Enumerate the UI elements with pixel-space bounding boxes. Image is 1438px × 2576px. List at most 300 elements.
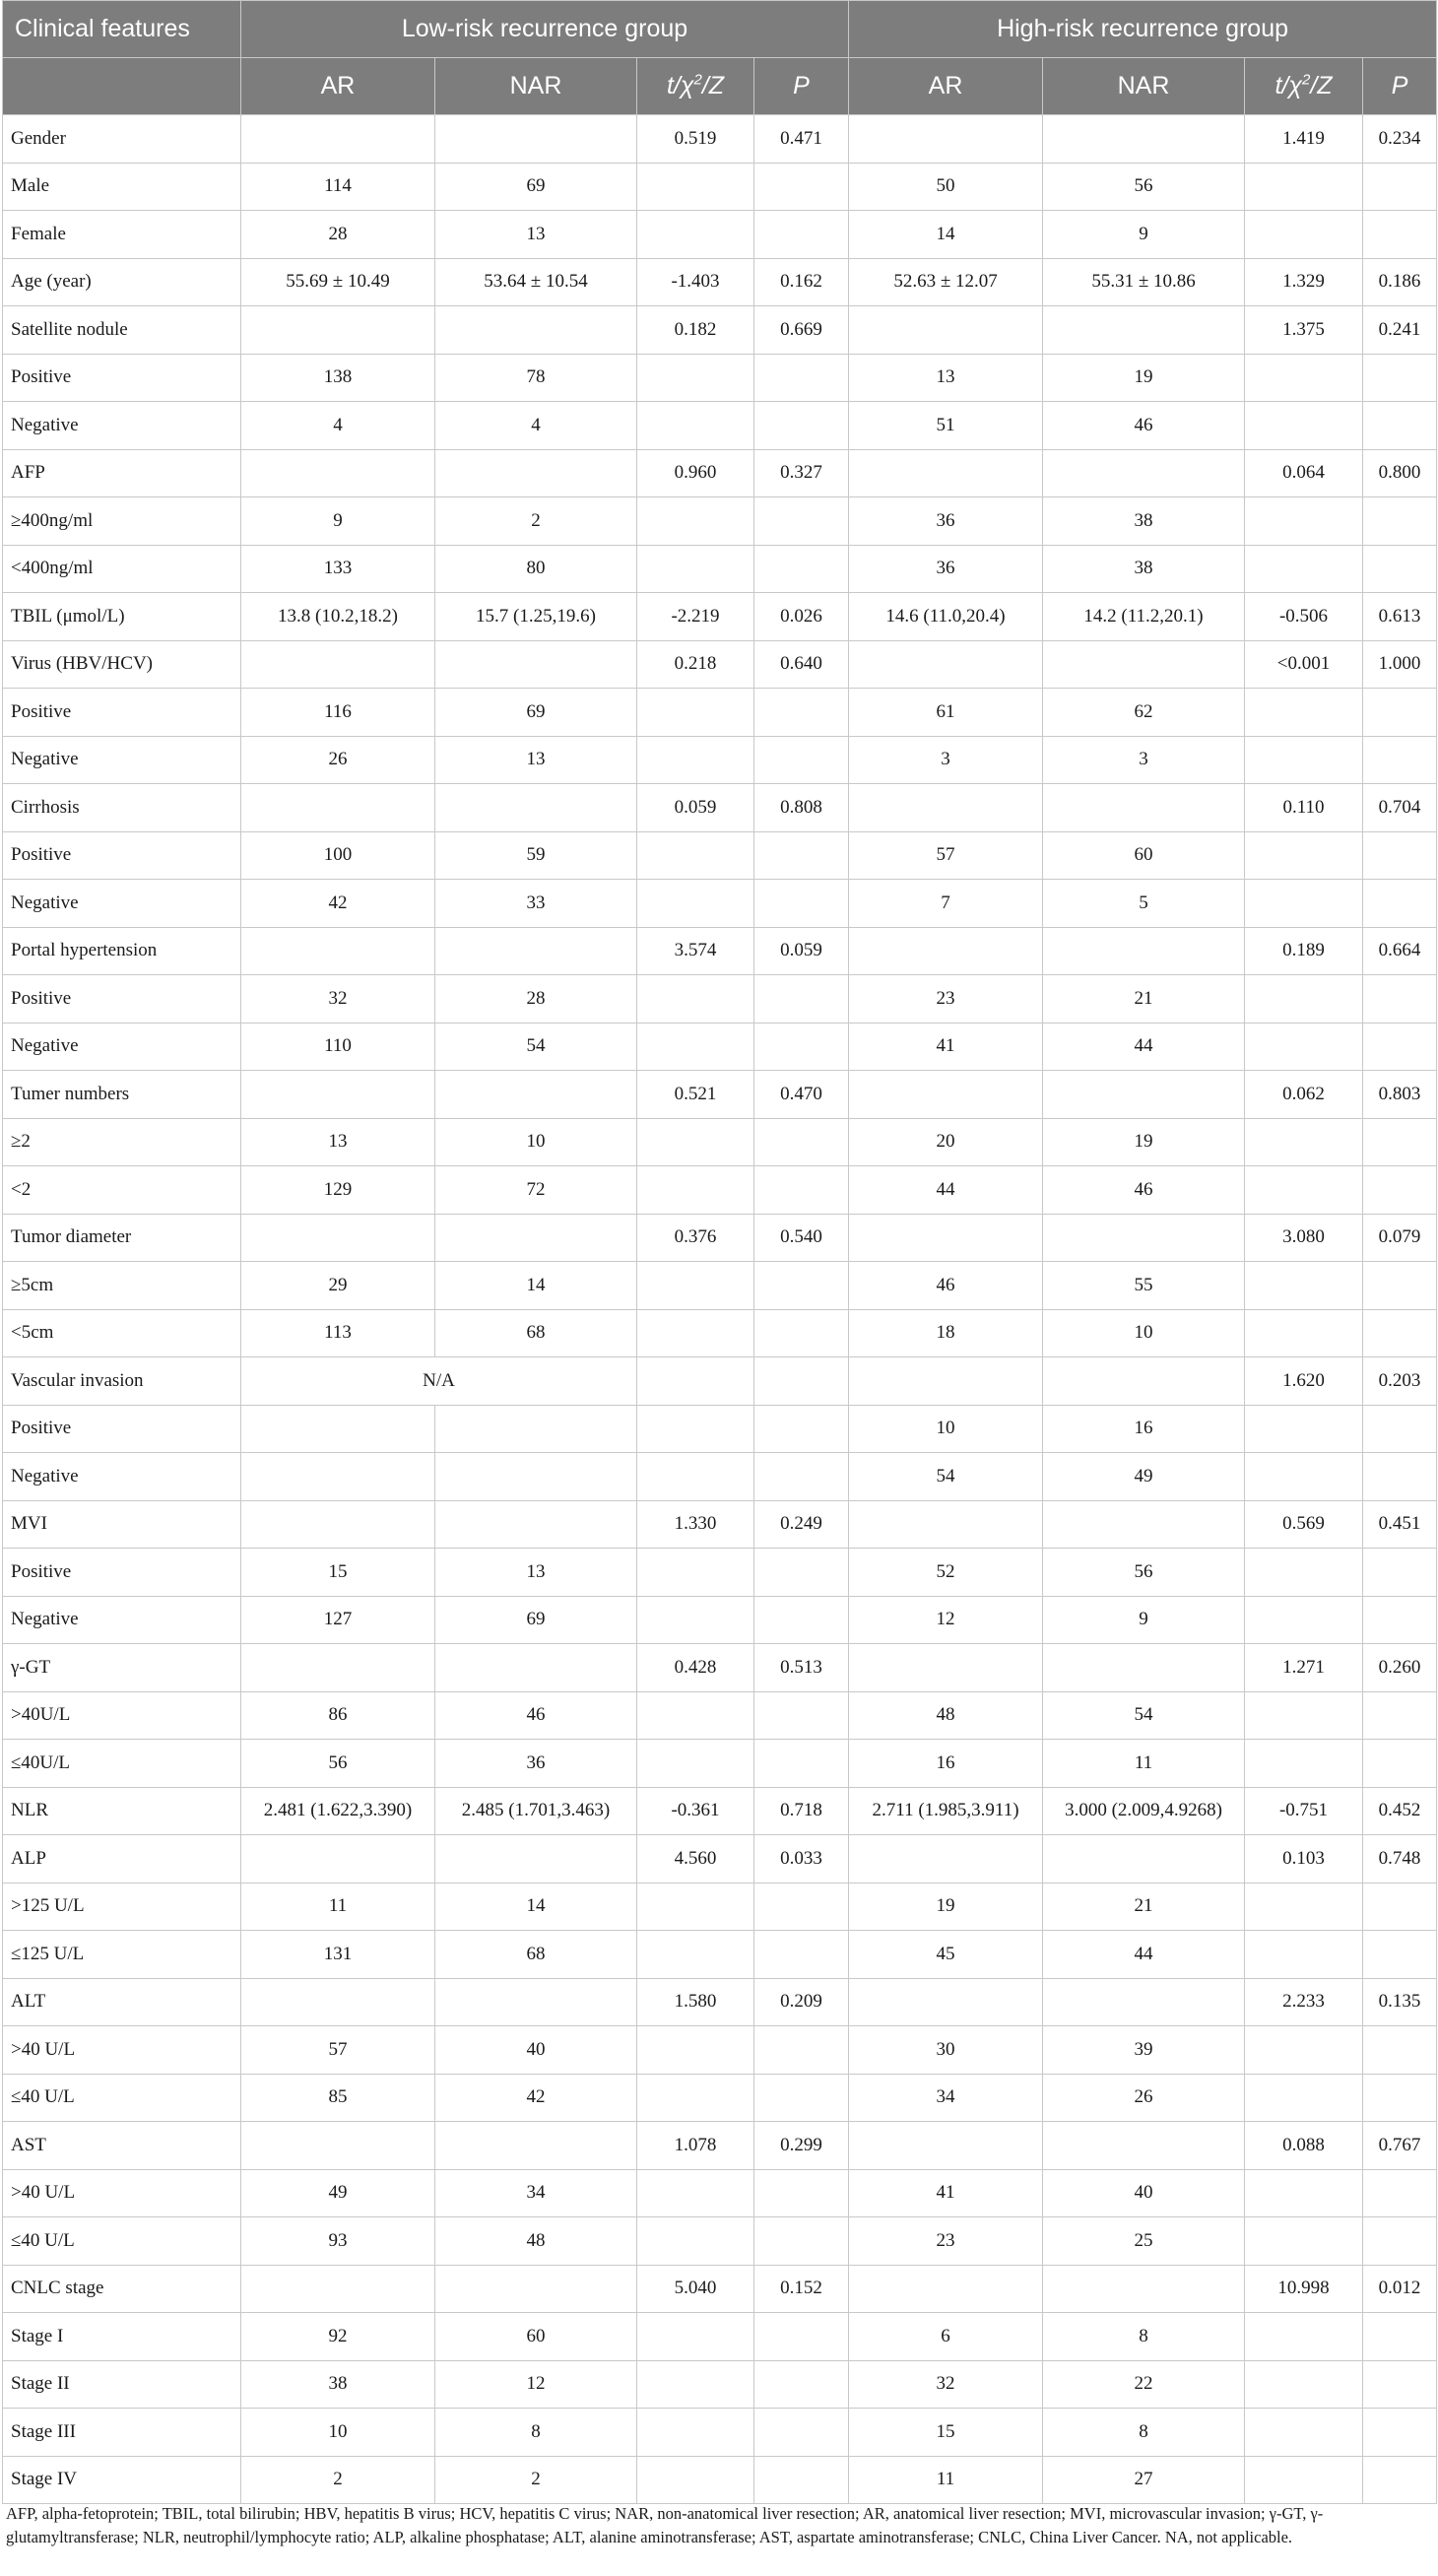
cell-high-p: [1363, 163, 1437, 211]
cell-high-nar: 27: [1043, 2456, 1245, 2504]
cell-low-p: [754, 1309, 849, 1357]
cell-high-p: 0.451: [1363, 1500, 1437, 1549]
table-row: [3, 1071, 1437, 1119]
header-low-stat: [637, 58, 754, 115]
cell-low-p: 0.470: [754, 1071, 849, 1119]
table-row: [3, 402, 1437, 450]
cell-high-p: [1363, 2217, 1437, 2266]
cell-high-ar: 50: [849, 163, 1043, 211]
cell-low-ar: 26: [241, 736, 435, 784]
cell-low-stat: [637, 1166, 754, 1215]
not-applicable-cell: N/A: [241, 1357, 637, 1406]
cell-low-stat: [637, 497, 754, 546]
cell-high-nar: [1043, 1071, 1245, 1119]
cell-low-p: [754, 1357, 849, 1406]
feature-label: Negative: [3, 736, 241, 784]
cell-high-ar: 15: [849, 2409, 1043, 2457]
cell-low-stat: [637, 1931, 754, 1979]
cell-low-nar: [435, 115, 637, 164]
cell-high-p: [1363, 354, 1437, 402]
cell-low-nar: 69: [435, 1596, 637, 1644]
table-row: [3, 1691, 1437, 1740]
cell-low-ar: 38: [241, 2360, 435, 2409]
feature-label: Positive: [3, 1405, 241, 1453]
table-row: [3, 1500, 1437, 1549]
cell-high-stat: 10.998: [1245, 2265, 1363, 2313]
cell-high-p: [1363, 1262, 1437, 1310]
cell-high-nar: 38: [1043, 497, 1245, 546]
cell-high-p: [1363, 2026, 1437, 2075]
cell-high-stat: [1245, 1596, 1363, 1644]
cell-high-p: 0.452: [1363, 1787, 1437, 1835]
cell-low-ar: [241, 115, 435, 164]
cell-high-p: [1363, 402, 1437, 450]
cell-low-p: [754, 1453, 849, 1501]
cell-high-p: [1363, 2360, 1437, 2409]
cell-high-ar: [849, 306, 1043, 355]
header-blank: [3, 58, 241, 115]
cell-high-stat: [1245, 975, 1363, 1024]
cell-low-nar: 78: [435, 354, 637, 402]
cell-high-stat: 0.062: [1245, 1071, 1363, 1119]
cell-low-p: [754, 2026, 849, 2075]
cell-low-stat: -2.219: [637, 593, 754, 641]
table-row: [3, 1740, 1437, 1788]
cell-low-p: [754, 1262, 849, 1310]
cell-high-ar: 23: [849, 975, 1043, 1024]
table-row: [3, 1787, 1437, 1835]
cell-low-nar: 12: [435, 2360, 637, 2409]
feature-label: Negative: [3, 880, 241, 928]
cell-high-stat: <0.001: [1245, 640, 1363, 689]
cell-high-nar: [1043, 1357, 1245, 1406]
cell-high-p: [1363, 831, 1437, 880]
cell-high-nar: 9: [1043, 211, 1245, 259]
feature-label: Negative: [3, 402, 241, 450]
cell-high-ar: 52.63 ± 12.07: [849, 258, 1043, 306]
table-row: [3, 1166, 1437, 1215]
cell-low-ar: [241, 1453, 435, 1501]
cell-high-stat: [1245, 211, 1363, 259]
cell-low-stat: 0.519: [637, 115, 754, 164]
cell-high-ar: 2.711 (1.985,3.911): [849, 1787, 1043, 1835]
feature-label: Stage IV: [3, 2456, 241, 2504]
cell-high-nar: [1043, 115, 1245, 164]
feature-label: Tumer numbers: [3, 1071, 241, 1119]
cell-low-stat: 0.182: [637, 306, 754, 355]
table-row: [3, 1357, 1437, 1406]
table-row: [3, 2026, 1437, 2075]
cell-low-nar: [435, 1835, 637, 1883]
cell-high-ar: [849, 1835, 1043, 1883]
table-row: [3, 2456, 1437, 2504]
cell-low-ar: 28: [241, 211, 435, 259]
cell-low-p: [754, 1405, 849, 1453]
cell-high-ar: [849, 1500, 1043, 1549]
cell-high-nar: [1043, 1214, 1245, 1262]
cell-low-nar: 48: [435, 2217, 637, 2266]
cell-high-ar: 41: [849, 1023, 1043, 1071]
cell-low-nar: 72: [435, 1166, 637, 1215]
cell-high-nar: [1043, 784, 1245, 832]
cell-low-stat: [637, 2456, 754, 2504]
cell-high-p: [1363, 2409, 1437, 2457]
cell-low-p: [754, 1166, 849, 1215]
cell-high-nar: 55: [1043, 1262, 1245, 1310]
table-row: [3, 211, 1437, 259]
feature-label: >40 U/L: [3, 2026, 241, 2075]
header-row-groups: [3, 1, 1437, 58]
cell-low-ar: [241, 1405, 435, 1453]
cell-high-stat: [1245, 1453, 1363, 1501]
cell-high-nar: 16: [1043, 1405, 1245, 1453]
cell-high-stat: [1245, 1882, 1363, 1931]
cell-low-p: [754, 2456, 849, 2504]
cell-high-nar: 21: [1043, 1882, 1245, 1931]
feature-label: AFP: [3, 449, 241, 497]
stat-suffix: /Z: [701, 72, 725, 99]
table-row: [3, 545, 1437, 593]
cell-high-stat: [1245, 1691, 1363, 1740]
feature-label: Virus (HBV/HCV): [3, 640, 241, 689]
header-high-ar: AR: [849, 58, 1043, 115]
cell-low-p: [754, 1931, 849, 1979]
cell-high-p: [1363, 2169, 1437, 2217]
cell-high-p: [1363, 975, 1437, 1024]
cell-low-stat: 0.428: [637, 1644, 754, 1692]
header-clinical-features: Clinical features: [3, 1, 241, 58]
cell-low-p: [754, 831, 849, 880]
feature-label: TBIL (μmol/L): [3, 593, 241, 641]
cell-low-ar: 2: [241, 2456, 435, 2504]
cell-low-p: 0.033: [754, 1835, 849, 1883]
cell-low-nar: 60: [435, 2313, 637, 2361]
cell-high-ar: 61: [849, 689, 1043, 737]
cell-high-stat: [1245, 2074, 1363, 2122]
cell-low-nar: [435, 1644, 637, 1692]
cell-low-stat: 5.040: [637, 2265, 754, 2313]
cell-low-ar: [241, 1978, 435, 2026]
cell-high-ar: 10: [849, 1405, 1043, 1453]
cell-high-ar: 44: [849, 1166, 1043, 1215]
table-row: [3, 1931, 1437, 1979]
cell-low-ar: 9: [241, 497, 435, 546]
cell-high-stat: [1245, 1931, 1363, 1979]
table-footnote: AFP, alpha-fetoprotein; TBIL, total bilirubin; HBV, hepatitis B virus; HCV, hepatitis C virus; NAR, non-anatomical liver resection; AR, anatomical liver resection; MVI, microvascular invasion; γ-GT, γ-glutamyltransferase; NLR, neutrophil/lymphocyte ratio; ALP, alkaline phosphatase; ALT, alanine aminotransferase; AST, aspartate aminotransferase; CNLC, China Liver Cancer. NA, not applicable.: [6, 2504, 1324, 2546]
feature-label: Stage II: [3, 2360, 241, 2409]
cell-high-stat: [1245, 2026, 1363, 2075]
cell-low-ar: 113: [241, 1309, 435, 1357]
cell-low-nar: 2: [435, 2456, 637, 2504]
cell-low-p: [754, 1596, 849, 1644]
table-row: [3, 927, 1437, 975]
cell-low-ar: 57: [241, 2026, 435, 2075]
cell-high-ar: 52: [849, 1549, 1043, 1597]
cell-high-stat: [1245, 1023, 1363, 1071]
cell-low-ar: 32: [241, 975, 435, 1024]
cell-high-nar: [1043, 927, 1245, 975]
cell-high-nar: 46: [1043, 1166, 1245, 1215]
cell-low-ar: [241, 640, 435, 689]
cell-high-nar: [1043, 1500, 1245, 1549]
cell-high-stat: [1245, 1405, 1363, 1453]
cell-low-nar: [435, 1405, 637, 1453]
feature-label: >40U/L: [3, 1691, 241, 1740]
cell-low-ar: 100: [241, 831, 435, 880]
cell-low-nar: [435, 306, 637, 355]
cell-high-nar: [1043, 2122, 1245, 2170]
cell-low-stat: [637, 545, 754, 593]
cell-low-p: 0.249: [754, 1500, 849, 1549]
cell-high-ar: [849, 1357, 1043, 1406]
table-row: [3, 2217, 1437, 2266]
cell-high-stat: [1245, 1262, 1363, 1310]
feature-label: ≥5cm: [3, 1262, 241, 1310]
cell-low-stat: [637, 402, 754, 450]
cell-high-ar: 45: [849, 1931, 1043, 1979]
cell-low-stat: [637, 1118, 754, 1166]
cell-high-p: 0.800: [1363, 449, 1437, 497]
header-high-p: P: [1363, 58, 1437, 115]
cell-high-nar: [1043, 306, 1245, 355]
cell-high-stat: [1245, 831, 1363, 880]
cell-low-p: [754, 2169, 849, 2217]
feature-label: Negative: [3, 1596, 241, 1644]
cell-low-ar: 133: [241, 545, 435, 593]
cell-low-p: [754, 1740, 849, 1788]
table-row: [3, 975, 1437, 1024]
cell-high-stat: 3.080: [1245, 1214, 1363, 1262]
table-row: [3, 1214, 1437, 1262]
cell-high-stat: 0.088: [1245, 2122, 1363, 2170]
cell-low-nar: 13: [435, 1549, 637, 1597]
cell-low-p: 0.299: [754, 2122, 849, 2170]
cell-high-stat: 1.419: [1245, 115, 1363, 164]
table-row: [3, 1453, 1437, 1501]
cell-low-stat: [637, 689, 754, 737]
feature-label: Positive: [3, 831, 241, 880]
header-high-stat: [1245, 58, 1363, 115]
cell-high-nar: 10: [1043, 1309, 1245, 1357]
cell-low-stat: 0.376: [637, 1214, 754, 1262]
table-row: [3, 736, 1437, 784]
cell-high-stat: [1245, 880, 1363, 928]
table-row: [3, 306, 1437, 355]
table-body: [3, 115, 1437, 2504]
cell-low-stat: [637, 1549, 754, 1597]
cell-low-ar: 131: [241, 1931, 435, 1979]
table-row: [3, 449, 1437, 497]
cell-low-ar: 138: [241, 354, 435, 402]
table-row: [3, 163, 1437, 211]
cell-high-p: 1.000: [1363, 640, 1437, 689]
cell-high-p: 0.767: [1363, 2122, 1437, 2170]
cell-low-stat: [637, 211, 754, 259]
cell-low-p: [754, 1023, 849, 1071]
cell-low-ar: [241, 1071, 435, 1119]
cell-high-stat: [1245, 2360, 1363, 2409]
table-row: [3, 1835, 1437, 1883]
cell-high-p: 0.012: [1363, 2265, 1437, 2313]
feature-label: ≤40 U/L: [3, 2074, 241, 2122]
cell-high-p: [1363, 1931, 1437, 1979]
cell-low-stat: [637, 1596, 754, 1644]
cell-high-p: [1363, 1118, 1437, 1166]
cell-low-stat: [637, 2169, 754, 2217]
cell-low-nar: 53.64 ± 10.54: [435, 258, 637, 306]
cell-high-stat: [1245, 1740, 1363, 1788]
cell-low-stat: [637, 1262, 754, 1310]
cell-low-p: [754, 402, 849, 450]
table-row: [3, 1644, 1437, 1692]
cell-low-stat: [637, 1357, 754, 1406]
cell-low-p: [754, 354, 849, 402]
cell-high-ar: 20: [849, 1118, 1043, 1166]
cell-low-ar: 56: [241, 1740, 435, 1788]
table-row: [3, 1549, 1437, 1597]
cell-high-nar: 26: [1043, 2074, 1245, 2122]
cell-low-p: [754, 497, 849, 546]
cell-low-ar: 93: [241, 2217, 435, 2266]
cell-high-stat: [1245, 1549, 1363, 1597]
cell-low-ar: 86: [241, 1691, 435, 1740]
cell-low-stat: [637, 354, 754, 402]
feature-label: AST: [3, 2122, 241, 2170]
cell-low-ar: 116: [241, 689, 435, 737]
cell-high-nar: 44: [1043, 1931, 1245, 1979]
cell-high-nar: 5: [1043, 880, 1245, 928]
cell-low-stat: 0.960: [637, 449, 754, 497]
cell-high-nar: 3.000 (2.009,4.9268): [1043, 1787, 1245, 1835]
cell-high-ar: 11: [849, 2456, 1043, 2504]
cell-high-p: [1363, 1405, 1437, 1453]
cell-low-p: 0.059: [754, 927, 849, 975]
cell-high-stat: [1245, 2313, 1363, 2361]
cell-low-nar: 10: [435, 1118, 637, 1166]
feature-label: Cirrhosis: [3, 784, 241, 832]
table-row: [3, 784, 1437, 832]
cell-high-p: [1363, 211, 1437, 259]
cell-low-stat: [637, 163, 754, 211]
cell-high-nar: [1043, 1835, 1245, 1883]
table-row: [3, 880, 1437, 928]
feature-label: ≤125 U/L: [3, 1931, 241, 1979]
feature-label: NLR: [3, 1787, 241, 1835]
cell-high-nar: 3: [1043, 736, 1245, 784]
cell-high-ar: 30: [849, 2026, 1043, 2075]
cell-high-ar: 32: [849, 2360, 1043, 2409]
cell-high-nar: 54: [1043, 1691, 1245, 1740]
table-row: [3, 689, 1437, 737]
cell-high-nar: 39: [1043, 2026, 1245, 2075]
cell-low-ar: 55.69 ± 10.49: [241, 258, 435, 306]
cell-low-ar: 2.481 (1.622,3.390): [241, 1787, 435, 1835]
cell-low-nar: 2.485 (1.701,3.463): [435, 1787, 637, 1835]
cell-high-nar: 44: [1043, 1023, 1245, 1071]
feature-label: Satellite nodule: [3, 306, 241, 355]
cell-high-nar: 21: [1043, 975, 1245, 1024]
cell-low-p: [754, 2409, 849, 2457]
cell-low-ar: 92: [241, 2313, 435, 2361]
cell-high-p: 0.260: [1363, 1644, 1437, 1692]
cell-high-p: 0.748: [1363, 1835, 1437, 1883]
cell-high-nar: [1043, 2265, 1245, 2313]
table-row: [3, 2122, 1437, 2170]
cell-high-p: [1363, 1453, 1437, 1501]
cell-high-ar: [849, 640, 1043, 689]
cell-low-p: 0.718: [754, 1787, 849, 1835]
cell-high-ar: 13: [849, 354, 1043, 402]
cell-low-p: 0.152: [754, 2265, 849, 2313]
cell-high-stat: [1245, 497, 1363, 546]
cell-low-stat: [637, 1691, 754, 1740]
cell-low-nar: 69: [435, 689, 637, 737]
cell-low-ar: [241, 1644, 435, 1692]
cell-low-ar: 85: [241, 2074, 435, 2122]
cell-high-stat: [1245, 1118, 1363, 1166]
cell-low-stat: [637, 1740, 754, 1788]
cell-low-ar: 49: [241, 2169, 435, 2217]
cell-low-p: [754, 1118, 849, 1166]
cell-low-stat: -1.403: [637, 258, 754, 306]
cell-low-p: [754, 2313, 849, 2361]
cell-low-p: [754, 975, 849, 1024]
cell-low-stat: [637, 1882, 754, 1931]
table-row: [3, 2265, 1437, 2313]
cell-low-stat: 1.580: [637, 1978, 754, 2026]
cell-low-stat: [637, 1453, 754, 1501]
clinical-features-table: [2, 0, 1437, 2504]
cell-high-stat: [1245, 402, 1363, 450]
cell-low-p: [754, 880, 849, 928]
cell-high-nar: 25: [1043, 2217, 1245, 2266]
cell-high-stat: 1.329: [1245, 258, 1363, 306]
cell-low-nar: 68: [435, 1931, 637, 1979]
cell-high-p: [1363, 2074, 1437, 2122]
cell-high-stat: [1245, 2169, 1363, 2217]
cell-high-stat: 0.103: [1245, 1835, 1363, 1883]
cell-low-stat: [637, 2074, 754, 2122]
feature-label: >125 U/L: [3, 1882, 241, 1931]
cell-low-stat: 3.574: [637, 927, 754, 975]
feature-label: <2: [3, 1166, 241, 1215]
cell-high-ar: 14: [849, 211, 1043, 259]
cell-low-p: 0.162: [754, 258, 849, 306]
cell-high-stat: -0.506: [1245, 593, 1363, 641]
header-low-p: P: [754, 58, 849, 115]
cell-high-p: [1363, 1023, 1437, 1071]
cell-low-stat: [637, 736, 754, 784]
cell-high-nar: 49: [1043, 1453, 1245, 1501]
feature-label: ALT: [3, 1978, 241, 2026]
cell-low-nar: 68: [435, 1309, 637, 1357]
cell-low-ar: [241, 784, 435, 832]
cell-low-stat: 0.521: [637, 1071, 754, 1119]
cell-high-p: 0.186: [1363, 258, 1437, 306]
cell-high-nar: 40: [1043, 2169, 1245, 2217]
cell-low-nar: 42: [435, 2074, 637, 2122]
cell-high-ar: 6: [849, 2313, 1043, 2361]
cell-low-p: [754, 736, 849, 784]
table-row: [3, 115, 1437, 164]
cell-low-nar: [435, 1500, 637, 1549]
cell-high-nar: 19: [1043, 354, 1245, 402]
feature-label: Male: [3, 163, 241, 211]
feature-label: MVI: [3, 1500, 241, 1549]
cell-low-stat: [637, 2360, 754, 2409]
cell-high-stat: -0.751: [1245, 1787, 1363, 1835]
table-row: [3, 2074, 1437, 2122]
